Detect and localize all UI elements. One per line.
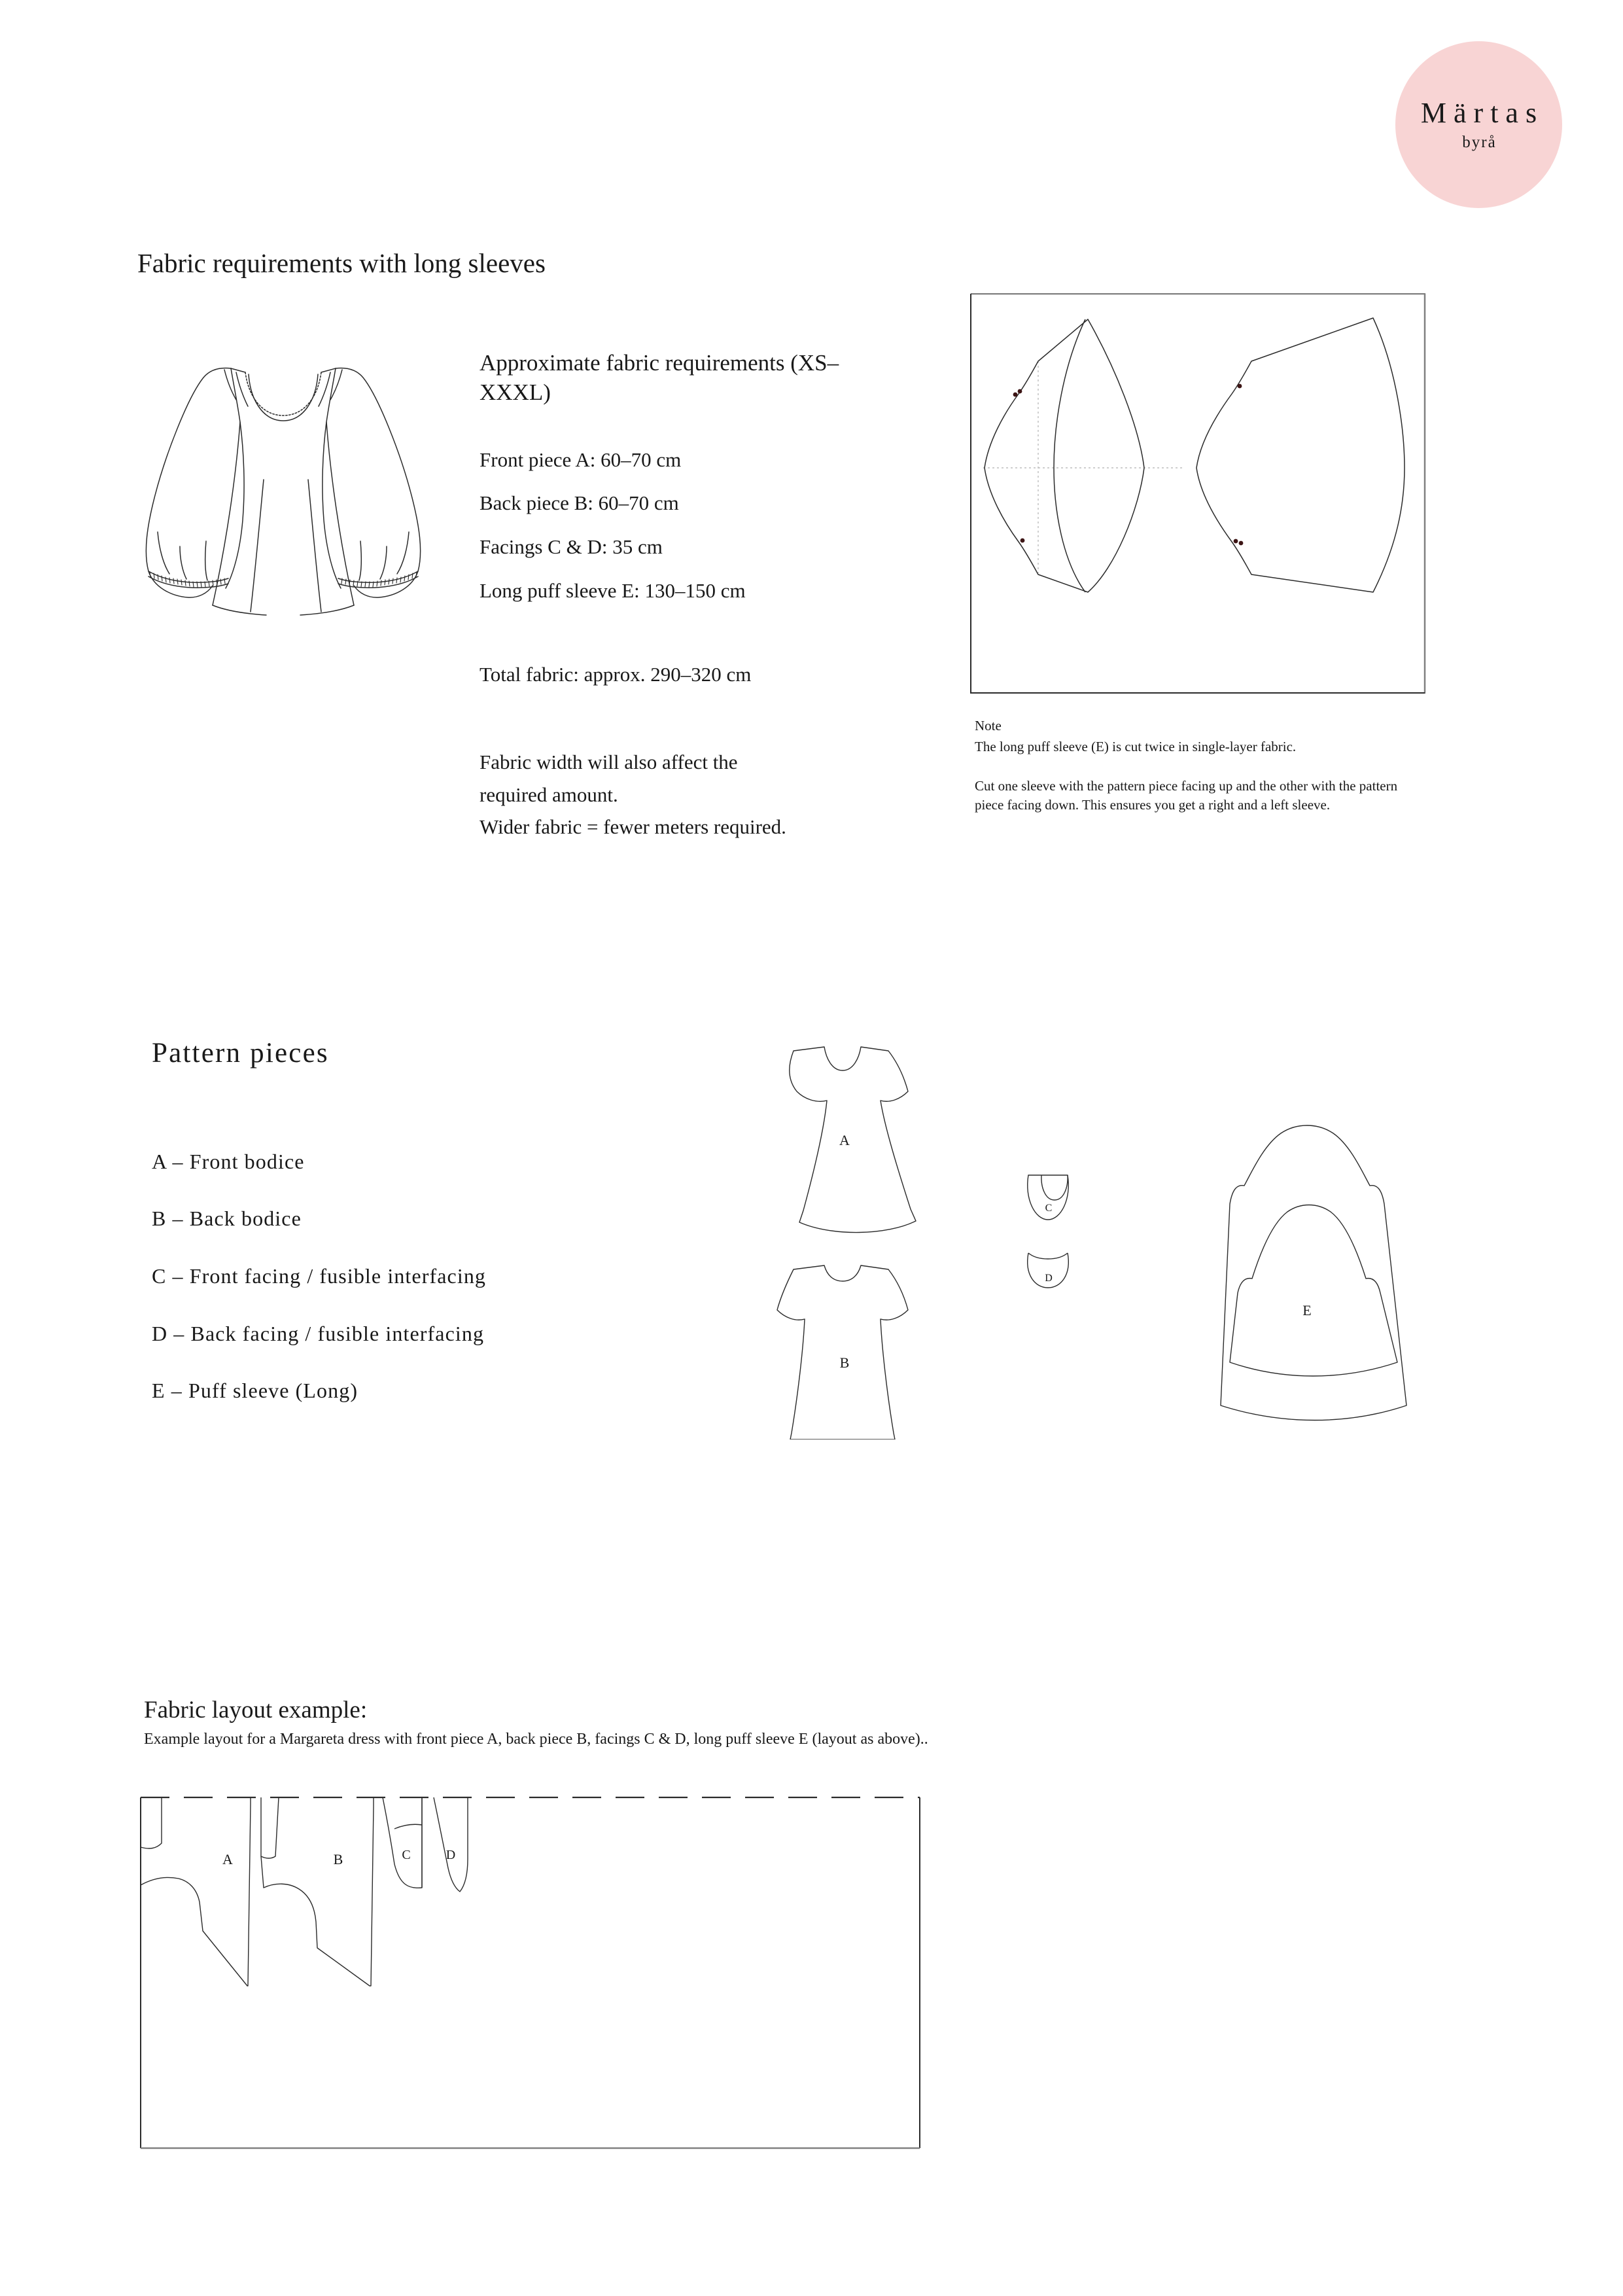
requirement-back-piece: Back piece B: 60–70 cm xyxy=(480,491,679,514)
sleeve-pattern-piece-icon xyxy=(970,293,1426,694)
pattern-label-b: B xyxy=(839,1354,850,1371)
layout-piece-b xyxy=(261,1797,374,1986)
back-bodice-pattern-icon xyxy=(777,1265,908,1439)
fabric-width-note xyxy=(480,746,937,843)
pattern-piece-item-b: B – Back bodice xyxy=(152,1207,302,1230)
layout-piece-d xyxy=(434,1797,468,1892)
brand-logo xyxy=(1395,41,1562,208)
note-title: Note xyxy=(975,718,1002,733)
note-paragraph-2: Cut one sleeve with the pattern piece facing up and the other with the pattern piece facing down. This ensures you get a right and a left sleeve. xyxy=(975,777,1398,813)
blouse-line-drawing-icon xyxy=(114,324,455,618)
puff-sleeve-pattern-icon xyxy=(1221,1125,1406,1421)
brand-tagline: byrå xyxy=(1462,133,1497,151)
layout-piece-c xyxy=(383,1797,422,1888)
pattern-label-e: E xyxy=(1302,1302,1312,1318)
fabric-requirements-subtitle: Approximate fabric requirements (XS–XXXL) xyxy=(480,350,839,405)
pattern-label-d: D xyxy=(1045,1273,1053,1284)
fabric-width-note-line-2: required amount. xyxy=(480,783,618,806)
requirement-front-piece: Front piece A: 60–70 cm xyxy=(480,448,682,471)
requirement-total: Total fabric: approx. 290–320 cm xyxy=(480,663,752,686)
fabric-requirements-heading: Fabric requirements with long sleeves xyxy=(137,248,546,278)
fabric-width-note-line-1: Fabric width will also affect the xyxy=(480,751,738,773)
requirement-facings: Facings C & D: 35 cm xyxy=(480,535,663,558)
requirement-sleeve: Long puff sleeve E: 130–150 cm xyxy=(480,579,746,602)
fabric-width-note-line-3: Wider fabric = fewer meters required. xyxy=(480,815,786,839)
pattern-piece-item-a: A – Front bodice xyxy=(152,1150,305,1173)
layout-label-b: B xyxy=(333,1851,343,1867)
fabric-layout-caption: Example layout for a Margareta dress with front piece A, back piece B, facings C & D, long puff sleeve E (layout as above).. xyxy=(144,1731,928,1748)
layout-piece-a xyxy=(141,1797,251,1986)
layout-label-a: A xyxy=(222,1851,233,1867)
brand-name: Märtas xyxy=(1420,97,1544,129)
pattern-piece-item-d: D – Back facing / fusible interfacing xyxy=(152,1322,485,1345)
note-paragraph-1: The long puff sleeve (E) is cut twice in single-layer fabric. xyxy=(975,738,1297,754)
layout-label-d: D xyxy=(445,1848,456,1862)
layout-label-c: C xyxy=(402,1848,411,1862)
front-bodice-pattern-icon xyxy=(790,1047,916,1233)
pattern-pieces-heading: Pattern pieces xyxy=(152,1038,329,1069)
pattern-piece-item-c: C – Front facing / fusible interfacing xyxy=(152,1264,487,1288)
fabric-layout-heading: Fabric layout example: xyxy=(144,1697,368,1723)
fabric-layout-diagram xyxy=(139,1796,921,2149)
pattern-label-a: A xyxy=(839,1132,850,1148)
pattern-pieces-diagram xyxy=(733,1027,1459,1439)
pattern-label-c: C xyxy=(1045,1203,1053,1214)
pattern-piece-item-e: E – Puff sleeve (Long) xyxy=(152,1379,358,1402)
sleeve-cutting-note xyxy=(975,716,1420,815)
